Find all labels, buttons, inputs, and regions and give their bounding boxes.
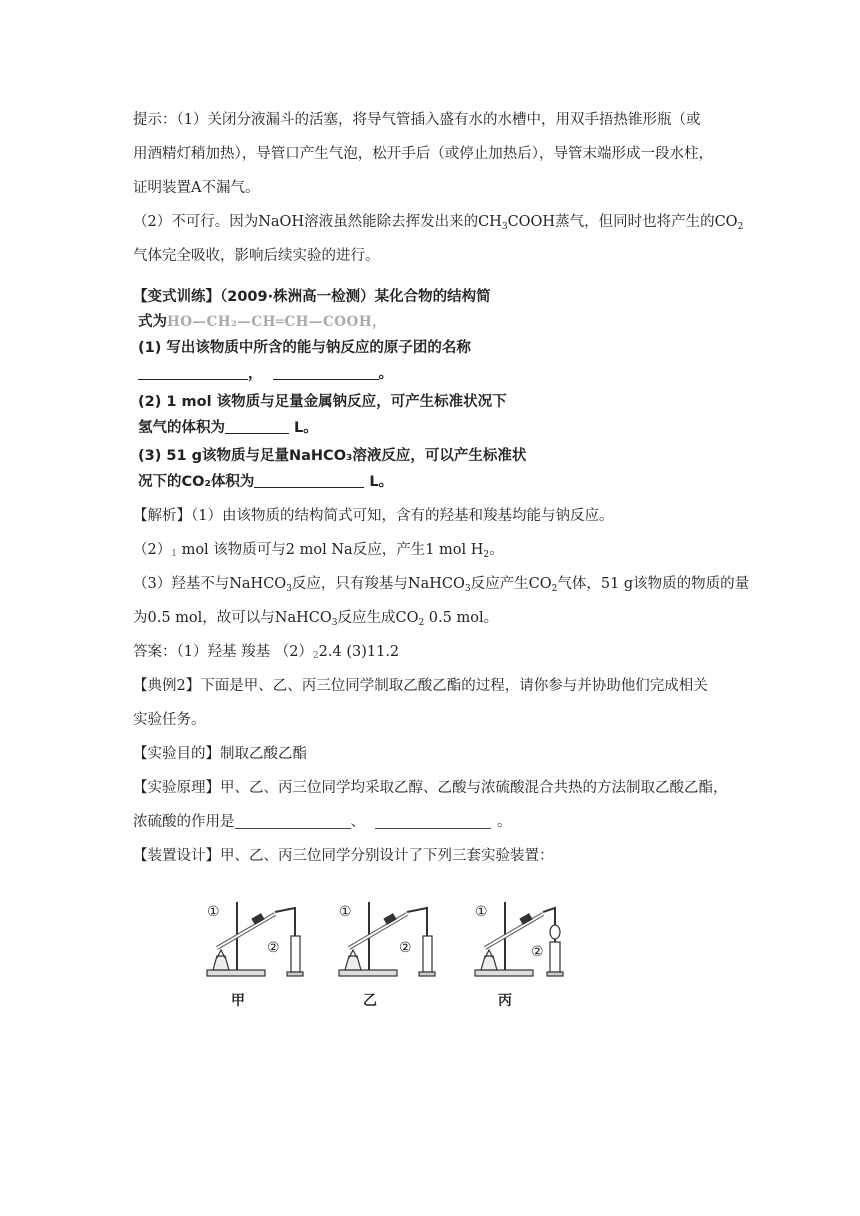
answer-blank	[235, 814, 351, 829]
exercise-q1: (1) 写出该物质中所含的能与钠反应的原子团的名称	[138, 340, 471, 356]
caption-bing: 丙	[498, 993, 512, 1009]
example2-principle-2: 浓硫酸的作用是 、 。	[133, 814, 512, 830]
answer-blank	[375, 814, 491, 829]
example2-intro-2: 实验任务。	[133, 712, 206, 728]
analysis-line-2: （2）1 mol 该物质可与2 mol Na反应，产生1 mol $H_2$。	[133, 542, 504, 560]
analysis-line-1: 【解析】（1）由该物质的结构简式可知，含有的羟基和羧基均能与钠反应。	[133, 508, 614, 524]
apparatus-figure	[195, 896, 575, 1010]
answer-line: 答案：（1）羟基 羧基 （2）22.4 (3)11.2	[133, 644, 400, 661]
exercise-q1-blanks: ， 。	[138, 364, 393, 384]
label-1: ①	[475, 904, 488, 920]
answer-blank	[254, 473, 364, 488]
exercise-q2-line2: 氢气的体积为 L。	[138, 420, 318, 436]
example2-principle-1: 【实验原理】甲、乙、丙三位同学均采取乙醇、乙酸与浓硫酸混合共热的方法制取乙酸乙酯，	[133, 780, 728, 796]
label-2: ②	[531, 944, 544, 960]
apparatus-bing	[475, 902, 563, 976]
exercise-q2-line1: (2) 1 mol 该物质与足量金属钠反应，可产生标准状况下	[138, 394, 507, 410]
example2-design: 【装置设计】甲、乙、丙三位同学分别设计了下列三套实验装置：	[133, 848, 554, 864]
apparatus-diagram	[195, 896, 575, 988]
example2-purpose: 【实验目的】制取乙酸乙酯	[133, 746, 307, 762]
hint-line-4: （2）不可行。因为NaOH溶液虽然能除去挥发出来的$CH_3COOH$蒸气，但同时也将产生的$CO_2$	[133, 214, 744, 232]
analysis-line-3: （3）羟基不与NaHCO$_3$反应，只有羧基与NaHCO$_3$反应产生$CO_2$气体，51 g该物质的物质的量	[133, 576, 750, 594]
label-2: ②	[399, 940, 412, 956]
hint-line-1: 提示：（1）关闭分液漏斗的活塞，将导气管插入盛有水的水槽中，用双手捂热锥形瓶（或	[133, 112, 701, 128]
answer-blank	[225, 419, 289, 434]
apparatus-jia	[207, 902, 303, 976]
hint-line-3: 证明装置A不漏气。	[133, 180, 260, 196]
exercise-q3-line2: 况下的CO₂体积为 L。	[138, 474, 394, 490]
answer-blank	[273, 365, 379, 380]
label-1: ①	[339, 904, 352, 920]
hint-line-5: 气体完全吸收，影响后续实验的进行。	[133, 248, 380, 264]
example2-intro-1: 【典例2】下面是甲、乙、丙三位同学制取乙酸乙酯的过程，请你参与并协助他们完成相关	[133, 678, 708, 694]
label-2: ②	[267, 940, 280, 956]
exercise-q3-line1: (3) 51 g该物质与足量NaHCO₃溶液反应，可以产生标准状	[138, 448, 527, 464]
caption-jia: 甲	[231, 993, 245, 1009]
exercise-formula-line: 式为HO—CH₂—CH═CH—COOH，	[138, 314, 387, 330]
answer-blank	[138, 365, 248, 380]
structural-formula: HO—CH₂—CH═CH—COOH，	[167, 314, 387, 330]
label-1: ①	[207, 904, 220, 920]
exercise-title: 【变式训练】（2009·株洲高一检测）某化合物的结构简	[133, 289, 491, 305]
caption-yi: 乙	[363, 993, 377, 1009]
hint-line-2: 用酒精灯稍加热），导管口产生气泡，松开手后（或停止加热后），导管末端形成一段水柱，	[133, 146, 713, 162]
analysis-line-4: 为0.5 mol，故可以与NaHCO$_3$反应生成$CO_2$ 0.5 mol。	[133, 610, 499, 628]
apparatus-yi	[339, 902, 435, 976]
